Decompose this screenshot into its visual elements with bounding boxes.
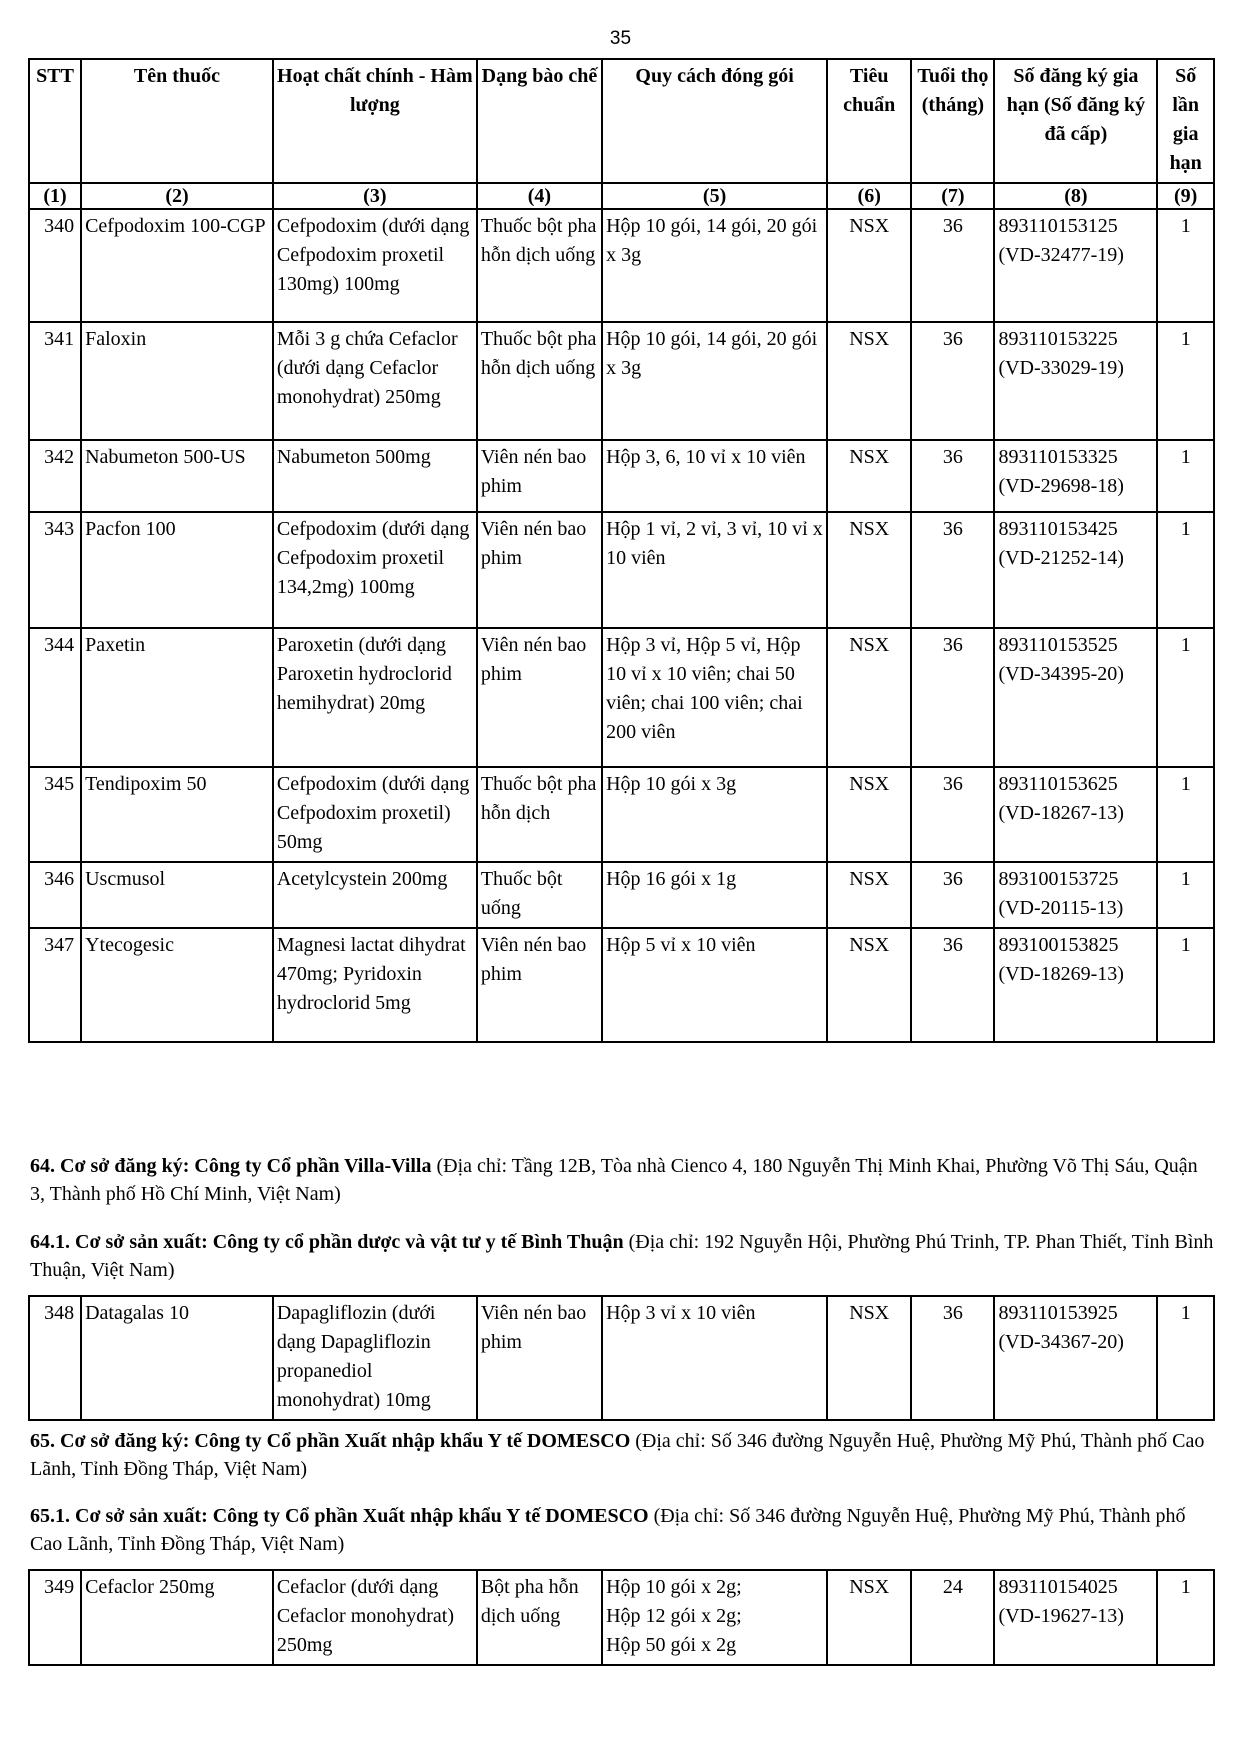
cell-dosage-form: Thuốc bột pha hỗn dịch	[477, 767, 602, 862]
packaging-line: Hộp 12 gói x 2g;	[606, 1605, 742, 1627]
cell-drug-name: Datagalas 10	[81, 1296, 273, 1420]
cell-registration-number	[994, 1570, 1157, 1665]
cell-renewal-count: 1	[1157, 1296, 1214, 1420]
section-64-1-label: 64.1. Cơ sở sản xuất: Công ty cổ phần dược và vật tư y tế Bình Thuận	[30, 1231, 624, 1253]
cell-ingredient: Dapagliflozin (dưới dạng Dapagliflozin propanediol monohydrat) 10mg	[273, 1296, 477, 1420]
registration-number-old: (VD-33029-19)	[998, 357, 1124, 379]
cell-dosage-form: Viên nén bao phim	[477, 440, 602, 512]
cell-ingredient: Cefaclor (dưới dạng Cefaclor monohydrat) 250mg	[273, 1570, 477, 1665]
cell-stt: 347	[29, 928, 81, 1042]
header-renewal-count: Số lần gia hạn	[1157, 59, 1214, 183]
registration-number-new: 893100153725	[998, 868, 1119, 890]
cell-packaging: Hộp 10 gói, 14 gói, 20 gói x 3g	[602, 322, 827, 440]
table-row	[29, 209, 1214, 322]
cell-drug-name: Faloxin	[81, 322, 273, 440]
cell-packaging: Hộp 3 vỉ, Hộp 5 vỉ, Hộp 10 vỉ x 10 viên; chai 50 viên; chai 100 viên; chai 200 viên	[602, 628, 827, 767]
cell-renewal-count: 1	[1157, 767, 1214, 862]
column-number: (6)	[827, 183, 911, 209]
table-row	[29, 767, 1214, 862]
cell-standard: NSX	[827, 440, 911, 512]
drug-registration-table-64	[28, 1295, 1215, 1421]
cell-drug-name: Paxetin	[81, 628, 273, 767]
cell-standard: NSX	[827, 767, 911, 862]
cell-dosage-form: Thuốc bột pha hỗn dịch uống	[477, 209, 602, 322]
cell-shelf-life: 36	[911, 767, 994, 862]
cell-ingredient: Mỗi 3 g chứa Cefaclor (dưới dạng Cefaclor monohydrat) 250mg	[273, 322, 477, 440]
cell-registration-number	[994, 322, 1157, 440]
cell-standard: NSX	[827, 628, 911, 767]
cell-packaging: Hộp 1 vỉ, 2 vỉ, 3 vỉ, 10 vỉ x 10 viên	[602, 512, 827, 628]
cell-drug-name: Tendipoxim 50	[81, 767, 273, 862]
cell-packaging: Hộp 5 vỉ x 10 viên	[602, 928, 827, 1042]
cell-registration-number	[994, 862, 1157, 928]
cell-renewal-count: 1	[1157, 928, 1214, 1042]
cell-stt: 344	[29, 628, 81, 767]
cell-dosage-form: Bột pha hỗn dịch uống	[477, 1570, 602, 1665]
registration-number-new: 893100153825	[998, 934, 1119, 956]
table-row	[29, 440, 1214, 512]
section-65-registrant	[30, 1427, 1215, 1483]
registration-number-old: (VD-18267-13)	[998, 802, 1124, 824]
cell-shelf-life: 36	[911, 1296, 994, 1420]
cell-registration-number	[994, 628, 1157, 767]
header-drug-name: Tên thuốc	[81, 59, 273, 183]
cell-renewal-count: 1	[1157, 862, 1214, 928]
header-standard: Tiêu chuẩn	[827, 59, 911, 183]
cell-renewal-count: 1	[1157, 512, 1214, 628]
cell-ingredient: Cefpodoxim (dưới dạng Cefpodoxim proxetil) 50mg	[273, 767, 477, 862]
cell-drug-name: Pacfon 100	[81, 512, 273, 628]
section-65-1-manufacturer	[30, 1502, 1215, 1558]
cell-packaging: Hộp 3, 6, 10 vỉ x 10 viên	[602, 440, 827, 512]
header-shelf-life: Tuổi thọ (tháng)	[911, 59, 994, 183]
column-number: (3)	[273, 183, 477, 209]
cell-stt: 348	[29, 1296, 81, 1420]
cell-ingredient: Acetylcystein 200mg	[273, 862, 477, 928]
header-row	[29, 59, 1214, 183]
cell-registration-number	[994, 512, 1157, 628]
cell-packaging: Hộp 10 gói x 3g	[602, 767, 827, 862]
cell-shelf-life: 36	[911, 512, 994, 628]
cell-standard: NSX	[827, 322, 911, 440]
table-row	[29, 1570, 1214, 1665]
cell-packaging: Hộp 10 gói, 14 gói, 20 gói x 3g	[602, 209, 827, 322]
column-number-row	[29, 183, 1214, 209]
column-number: (4)	[477, 183, 602, 209]
cell-ingredient: Paroxetin (dưới dạng Paroxetin hydroclorid hemihydrat) 20mg	[273, 628, 477, 767]
registration-number-new: 893110153625	[998, 773, 1118, 795]
cell-stt: 340	[29, 209, 81, 322]
packaging-line: Hộp 10 gói x 2g;	[606, 1576, 742, 1598]
cell-registration-number	[994, 440, 1157, 512]
section-65-1-label: 65.1. Cơ sở sản xuất: Công ty Cổ phần Xuất nhập khẩu Y tế DOMESCO	[30, 1505, 649, 1527]
registration-number-old: (VD-32477-19)	[998, 244, 1124, 266]
header-dosage-form: Dạng bào chế	[477, 59, 602, 183]
table-row	[29, 862, 1214, 928]
section-64-label: 64. Cơ sở đăng ký: Công ty Cổ phần Villa-Villa	[30, 1155, 432, 1177]
page-number: 35	[609, 28, 632, 49]
cell-packaging	[602, 1570, 827, 1665]
cell-shelf-life: 36	[911, 322, 994, 440]
cell-stt: 345	[29, 767, 81, 862]
drug-registration-table	[28, 58, 1215, 1043]
cell-packaging: Hộp 3 vỉ x 10 viên	[602, 1296, 827, 1420]
cell-ingredient: Magnesi lactat dihydrat 470mg; Pyridoxin hydroclorid 5mg	[273, 928, 477, 1042]
column-number: (1)	[29, 183, 81, 209]
cell-dosage-form: Viên nén bao phim	[477, 1296, 602, 1420]
cell-renewal-count: 1	[1157, 440, 1214, 512]
cell-shelf-life: 36	[911, 628, 994, 767]
registration-number-new: 893110153925	[998, 1302, 1118, 1324]
cell-shelf-life: 36	[911, 862, 994, 928]
registration-number-old: (VD-21252-14)	[998, 547, 1124, 569]
cell-standard: NSX	[827, 928, 911, 1042]
cell-stt: 341	[29, 322, 81, 440]
header-registration-number: Số đăng ký gia hạn (Số đăng ký đã cấp)	[994, 59, 1157, 183]
section-64-address: (Địa chỉ: Tầng 12B, Tòa nhà Cienco 4, 180 Nguyễn Thị Minh Khai, Phường Võ Thị Sáu, Quận 3, Thành phố Hồ Chí Minh, Việt Nam)	[30, 1155, 1198, 1205]
column-number: (7)	[911, 183, 994, 209]
cell-stt: 342	[29, 440, 81, 512]
cell-dosage-form: Thuốc bột pha hỗn dịch uống	[477, 322, 602, 440]
cell-renewal-count: 1	[1157, 322, 1214, 440]
table-row	[29, 322, 1214, 440]
cell-drug-name: Nabumeton 500-US	[81, 440, 273, 512]
column-number: (2)	[81, 183, 273, 209]
cell-packaging: Hộp 16 gói x 1g	[602, 862, 827, 928]
registration-number-old: (VD-18269-13)	[998, 963, 1124, 985]
registration-number-new: 893110153125	[998, 215, 1118, 237]
cell-stt: 343	[29, 512, 81, 628]
section-65-address: (Địa chỉ: Số 346 đường Nguyễn Huệ, Phường Mỹ Phú, Thành phố Cao Lãnh, Tỉnh Đồng Tháp, Việt Nam)	[30, 1430, 1205, 1480]
cell-standard: NSX	[827, 512, 911, 628]
cell-drug-name: Cefpodoxim 100-CGP	[81, 209, 273, 322]
cell-ingredient: Nabumeton 500mg	[273, 440, 477, 512]
registration-number-old: (VD-34367-20)	[998, 1331, 1124, 1353]
section-65-label: 65. Cơ sở đăng ký: Công ty Cổ phần Xuất nhập khẩu Y tế DOMESCO	[30, 1430, 631, 1452]
registration-number-old: (VD-20115-13)	[998, 897, 1124, 919]
cell-drug-name: Uscmusol	[81, 862, 273, 928]
cell-drug-name: Ytecogesic	[81, 928, 273, 1042]
section-64-registrant	[30, 1152, 1215, 1208]
column-number: (9)	[1157, 183, 1214, 209]
registration-number-new: 893110153325	[998, 446, 1118, 468]
registration-number-old: (VD-34395-20)	[998, 663, 1124, 685]
cell-standard: NSX	[827, 862, 911, 928]
registration-number-new: 893110153425	[998, 518, 1118, 540]
registration-number-old: (VD-29698-18)	[998, 475, 1124, 497]
cell-shelf-life: 24	[911, 1570, 994, 1665]
cell-drug-name: Cefaclor 250mg	[81, 1570, 273, 1665]
cell-registration-number	[994, 928, 1157, 1042]
cell-shelf-life: 36	[911, 440, 994, 512]
table-row	[29, 512, 1214, 628]
cell-renewal-count: 1	[1157, 209, 1214, 322]
column-number: (8)	[994, 183, 1157, 209]
cell-shelf-life: 36	[911, 928, 994, 1042]
section-64-1-address: (Địa chỉ: 192 Nguyễn Hội, Phường Phú Trinh, TP. Phan Thiết, Tỉnh Bình Thuận, Việt Nam)	[30, 1231, 1214, 1281]
cell-registration-number	[994, 767, 1157, 862]
section-64-1-manufacturer	[30, 1228, 1215, 1284]
cell-renewal-count: 1	[1157, 1570, 1214, 1665]
cell-stt: 346	[29, 862, 81, 928]
cell-standard: NSX	[827, 209, 911, 322]
cell-dosage-form: Thuốc bột uống	[477, 862, 602, 928]
drug-registration-table-65	[28, 1569, 1215, 1666]
cell-shelf-life: 36	[911, 209, 994, 322]
cell-standard: NSX	[827, 1296, 911, 1420]
cell-ingredient: Cefpodoxim (dưới dạng Cefpodoxim proxetil 130mg) 100mg	[273, 209, 477, 322]
registration-number-new: 893110153225	[998, 328, 1118, 350]
header-packaging: Quy cách đóng gói	[602, 59, 827, 183]
table-row	[29, 928, 1214, 1042]
cell-dosage-form: Viên nén bao phim	[477, 512, 602, 628]
cell-dosage-form: Viên nén bao phim	[477, 628, 602, 767]
section-65-1-address: (Địa chỉ: Số 346 đường Nguyễn Huệ, Phường Mỹ Phú, Thành phố Cao Lãnh, Tỉnh Đồng Tháp, Việt Nam)	[30, 1505, 1186, 1555]
cell-stt: 349	[29, 1570, 81, 1665]
registration-number-new: 893110154025	[998, 1576, 1118, 1598]
cell-dosage-form: Viên nén bao phim	[477, 928, 602, 1042]
registration-number-old: (VD-19627-13)	[998, 1605, 1124, 1627]
cell-registration-number	[994, 1296, 1157, 1420]
table-row	[29, 628, 1214, 767]
cell-ingredient: Cefpodoxim (dưới dạng Cefpodoxim proxetil 134,2mg) 100mg	[273, 512, 477, 628]
header-ingredient: Hoạt chất chính - Hàm lượng	[273, 59, 477, 183]
cell-standard: NSX	[827, 1570, 911, 1665]
header-stt: STT	[29, 59, 81, 183]
table-row	[29, 1296, 1214, 1420]
packaging-line: Hộp 50 gói x 2g	[606, 1634, 737, 1656]
registration-number-new: 893110153525	[998, 634, 1118, 656]
cell-renewal-count: 1	[1157, 628, 1214, 767]
cell-registration-number	[994, 209, 1157, 322]
column-number: (5)	[602, 183, 827, 209]
